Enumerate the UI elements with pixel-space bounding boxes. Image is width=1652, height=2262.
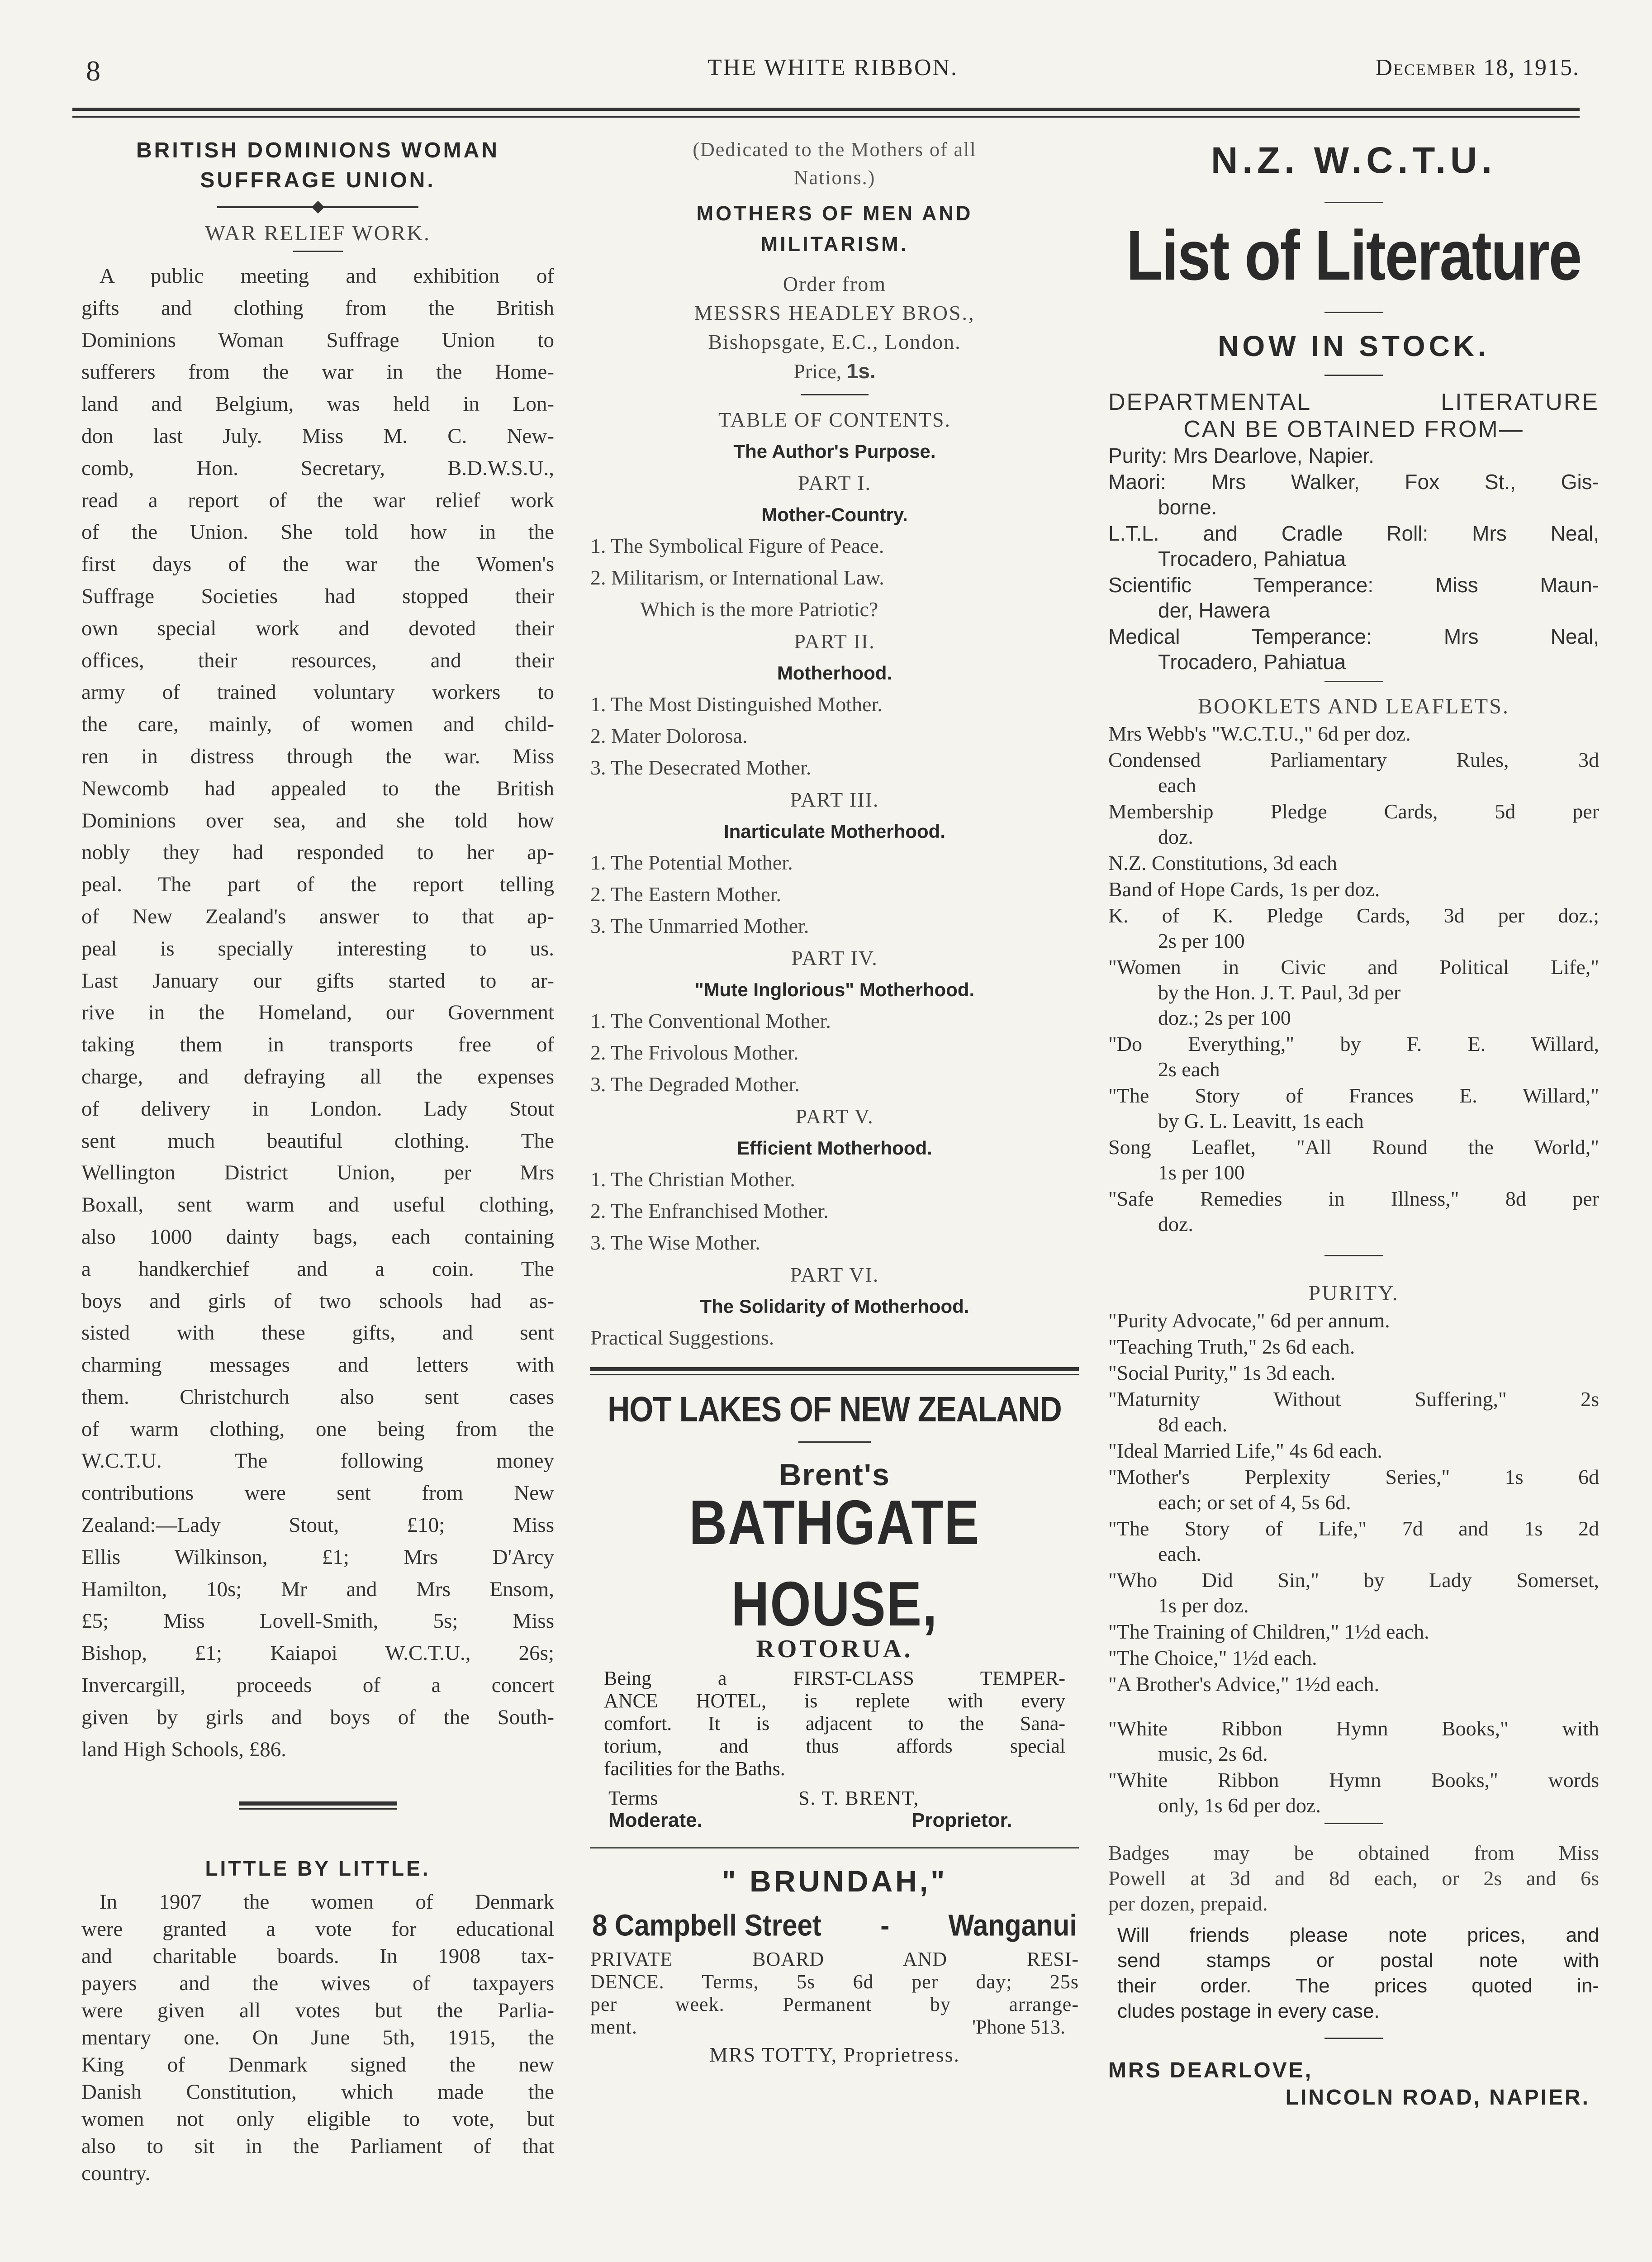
literature-item	[1108, 1135, 1599, 1185]
divider	[1324, 2038, 1383, 2039]
article-line: nobly they had responded to her ap-	[81, 841, 554, 865]
divider	[1324, 681, 1383, 682]
literature-item-line: borne.	[1158, 495, 1217, 519]
order-from: Order from	[783, 272, 887, 295]
literature-item	[1108, 572, 1599, 623]
dedication	[590, 136, 1079, 192]
ad-line: ment.	[590, 2016, 637, 2038]
literature-item	[1108, 747, 1599, 798]
toc-part-heading: PART VI.	[790, 1263, 879, 1286]
article-line: also 1000 dainty bags, each containing	[81, 1225, 554, 1249]
article-title: BRITISH DOMINIONS WOMAN SUFFRAGE UNION.	[136, 138, 499, 192]
literature-item	[1108, 443, 1599, 468]
literature-item	[1108, 721, 1599, 746]
article-line: own special work and devoted their	[81, 616, 554, 640]
ad-line: facilities for the Baths.	[604, 1758, 785, 1780]
literature-item	[1108, 1308, 1599, 1333]
article-line: Invercargill, proceeds of a concert	[81, 1673, 554, 1697]
literature-item-line: Scientific Temperance: Miss Maun-	[1108, 573, 1599, 597]
ad-line: torium, and thus affords special	[604, 1735, 1065, 1757]
article-line: Zealand:—Lady Stout, £10; Miss	[81, 1513, 554, 1537]
article-line: Bishop, £1; Kaiapoi W.C.T.U., 26s;	[81, 1641, 554, 1665]
ad-address	[590, 1900, 1079, 1951]
departments-list	[1108, 443, 1599, 675]
article-line: of the Union. She told how in the	[81, 520, 554, 544]
notice-line: send stamps or postal note with	[1117, 1949, 1599, 1972]
toc-part-title: Mother-Country.	[761, 504, 908, 525]
column-middle	[590, 136, 1079, 2262]
toc-part-title: Inarticulate Motherhood.	[723, 821, 945, 842]
literature-item-line: "Who Did Sin," by Lady Somerset,	[1108, 1568, 1599, 1592]
divider	[1324, 375, 1383, 376]
header-rule	[72, 108, 1580, 118]
toc-item: 3. The Desecrated Mother.	[590, 756, 812, 779]
article-line: land High Schools, £86.	[81, 1737, 287, 1761]
article-line: of delivery in London. Lady Stout	[81, 1097, 554, 1121]
toc-part-title: Motherhood.	[777, 662, 892, 684]
literature-item-line: doz.	[1158, 825, 1193, 848]
booklets-heading: BOOKLETS AND LEAFLETS.	[1198, 694, 1510, 718]
article-line: gifts and clothing from the British	[81, 296, 554, 320]
literature-item	[1108, 1672, 1599, 1697]
article-line: of New Zealand's answer to that ap-	[81, 904, 554, 928]
article-line: land and Belgium, was held in Lon-	[81, 392, 554, 416]
publisher-address: Bishopsgate, E.C., London.	[708, 330, 961, 353]
dept-heading	[1108, 389, 1599, 443]
article-line: £5; Miss Lovell-Smith, 5s; Miss	[81, 1609, 554, 1633]
article-line: payers and the wives of taxpayers	[81, 1972, 554, 1996]
article-line: peal. The part of the report telling	[81, 873, 554, 897]
table-of-contents	[590, 467, 1079, 1259]
literature-item-line: K. of K. Pledge Cards, 3d per doz.;	[1108, 904, 1599, 927]
ad-location: ROTORUA.	[756, 1635, 913, 1663]
org-title: N.Z. W.C.T.U.	[1211, 140, 1497, 181]
article-line: boys and girls of two schools had as-	[81, 1289, 554, 1313]
article-title: LITTLE BY LITTLE.	[205, 1857, 431, 1881]
literature-item-line: Band of Hope Cards, 1s per doz.	[1108, 878, 1380, 901]
toc-item: 2. The Frivolous Mother.	[590, 1041, 799, 1064]
ad-brand: Brent's	[779, 1458, 890, 1492]
literature-item-line: "Maturnity Without Suffering," 2s	[1108, 1388, 1599, 1411]
ad-phone: 'Phone 513.	[972, 2016, 1065, 2038]
literature-item	[1108, 877, 1599, 902]
article-line: Wellington District Union, per Mrs	[81, 1161, 554, 1185]
toc-part-title: The Solidarity of Motherhood.	[700, 1296, 969, 1317]
literature-item-line: L.T.L. and Cradle Roll: Mrs Neal,	[1108, 522, 1599, 545]
hymns-list	[1108, 1716, 1599, 1818]
ad-proprietor: Proprietor.	[911, 1809, 1012, 1831]
ad-footer	[590, 1787, 1079, 1836]
literature-item-line: "Teaching Truth," 2s 6d each.	[1108, 1335, 1355, 1358]
article-line: first days of the war the Women's	[81, 552, 554, 576]
literature-item-line: Trocadero, Pahiatua	[1158, 547, 1346, 570]
article-line: peal is specially interesting to us.	[81, 936, 554, 960]
literature-item-line: music, 2s 6d.	[1158, 1742, 1268, 1765]
literature-item	[1108, 903, 1599, 954]
toc-item: 2. Mater Dolorosa.	[590, 724, 748, 747]
literature-item-line: 2s per 100	[1158, 929, 1245, 952]
column-right	[1108, 136, 1599, 2262]
literature-item-line: "Ideal Married Life," 4s 6d each.	[1108, 1439, 1382, 1462]
dedication-line: Nations.)	[793, 166, 876, 189]
literature-item	[1108, 1619, 1599, 1644]
literature-item-line: "The Training of Children," 1½d each.	[1108, 1620, 1429, 1643]
toc-item: 1. The Most Distinguished Mother.	[590, 693, 883, 716]
toc-item: 1. The Conventional Mother.	[590, 1009, 831, 1032]
badges-line: Badges may be obtained from Miss	[1108, 1841, 1599, 1864]
article-line: given by girls and boys of the South-	[81, 1705, 554, 1729]
literature-item-line: Condensed Parliamentary Rules, 3d	[1108, 748, 1599, 771]
article-line: don last July. Miss M. C. New-	[81, 424, 554, 448]
ad-body	[590, 1667, 1079, 1780]
article-line: Suffrage Societies had stopped their	[81, 584, 554, 608]
column-left	[81, 136, 554, 2262]
literature-item-line: Purity: Mrs Dearlove, Napier.	[1108, 444, 1374, 467]
literature-item-line: "Social Purity," 1s 3d each.	[1108, 1361, 1336, 1384]
literature-item-line: Trocadero, Pahiatua	[1158, 650, 1346, 674]
article-line: sent much beautiful clothing. The	[81, 1129, 554, 1153]
booktitle-line: MILITARISM.	[760, 233, 909, 256]
literature-item-line: Mrs Webb's "W.C.T.U.," 6d per doz.	[1108, 722, 1411, 745]
literature-item-line: 8d each.	[1158, 1413, 1228, 1436]
toc-item: 3. The Unmarried Mother.	[590, 914, 809, 937]
article-line: ren in distress through the war. Miss	[81, 744, 554, 768]
article-line: Boxall, sent warm and useful clothing,	[81, 1193, 554, 1217]
divider	[801, 394, 869, 395]
literature-item	[1108, 1334, 1599, 1359]
literature-item-line: Maori: Mrs Walker, Fox St., Gis-	[1108, 470, 1599, 494]
contact-address: LINCOLN ROAD, NAPIER.	[1285, 2086, 1590, 2110]
ad-moderate: Moderate.	[608, 1809, 703, 1831]
article-line: also to sit in the Parliament of that	[81, 2134, 554, 2158]
literature-item	[1108, 1438, 1599, 1464]
literature-item-line: "The Choice," 1½d each.	[1108, 1646, 1317, 1669]
toc-part-heading: PART III.	[790, 788, 879, 811]
toc-part-heading: PART II.	[794, 630, 875, 653]
article-line: W.C.T.U. The following money	[81, 1449, 554, 1473]
article-line: Dominions Woman Suffrage Union to	[81, 328, 554, 352]
literature-item-line: by the Hon. J. T. Paul, 3d per	[1158, 981, 1401, 1004]
literature-item-line: der, Hawera	[1158, 599, 1271, 622]
toc-item: Practical Suggestions.	[590, 1326, 774, 1349]
article-line: them. Christchurch also sent cases	[81, 1385, 554, 1409]
article-line: and charitable boards. In 1908 tax-	[81, 1944, 554, 1968]
notice-line: their order. The prices quoted in-	[1117, 1975, 1599, 1997]
article-body	[81, 260, 554, 1765]
article-line: a handkerchief and a coin. The	[81, 1257, 554, 1281]
badges-line: per dozen, prepaid.	[1108, 1892, 1268, 1915]
literature-item-line: "Mother's Perplexity Series," 1s 6d	[1108, 1465, 1599, 1488]
toc-item: 1. The Potential Mother.	[590, 851, 793, 874]
ad-owner: S. T. BRENT,	[798, 1787, 920, 1809]
ad-hotel-name: BATHGATE HOUSE,	[689, 1487, 980, 1639]
literature-subtitle: NOW IN STOCK.	[1218, 330, 1490, 362]
masthead: THE WHITE RIBBON.	[707, 55, 959, 81]
booklets-list	[1108, 721, 1599, 1237]
ad-line: comfort. It is adjacent to the Sana-	[604, 1712, 1065, 1735]
price-label: Price,	[793, 360, 842, 383]
literature-item	[1108, 1464, 1599, 1515]
article-line: taking them in transports free of	[81, 1033, 554, 1057]
ad-line: DENCE. Terms, 5s 6d per day; 25s	[590, 1971, 1079, 1993]
literature-item-line: "The Story of Life," 7d and 1s 2d	[1108, 1517, 1599, 1540]
toc-item: 3. The Degraded Mother.	[590, 1073, 800, 1096]
literature-item-line: 1s per 100	[1158, 1161, 1245, 1184]
divider	[1324, 1823, 1383, 1824]
literature-item	[1108, 1360, 1599, 1386]
article-line: offices, their resources, and their	[81, 648, 554, 672]
literature-item-line: "Women in Civic and Political Life,"	[1108, 955, 1599, 979]
literature-item-line: Membership Pledge Cards, 5d per	[1108, 800, 1599, 823]
section-divider	[590, 1847, 1079, 1849]
toc-part-title: Efficient Motherhood.	[737, 1137, 932, 1159]
notice-line: Will friends please note prices, and	[1117, 1924, 1599, 1946]
ornament-divider	[81, 198, 554, 216]
article-line: comb, Hon. Secretary, B.D.W.S.U.,	[81, 456, 554, 480]
article-subtitle: WAR RELIEF WORK.	[204, 221, 431, 245]
literature-item	[1108, 799, 1599, 850]
article-body	[81, 1888, 554, 2187]
notice-line: cludes postage in every case.	[1117, 2000, 1380, 2022]
literature-item-line: each	[1158, 774, 1196, 797]
ad-name: " BRUNDAH,"	[722, 1864, 948, 1898]
toc-item: 2. The Eastern Mother.	[590, 883, 781, 906]
literature-item-line: "Do Everything," by F. E. Willard,	[1108, 1032, 1599, 1055]
book-title	[590, 198, 1079, 260]
literature-item	[1108, 1387, 1599, 1437]
literature-item-line: only, 1s 6d per doz.	[1158, 1794, 1321, 1817]
literature-item	[1108, 1031, 1599, 1082]
toc-item: 1. The Symbolical Figure of Peace.	[590, 534, 884, 557]
ad-line: Being a FIRST-CLASS TEMPER-	[604, 1667, 1065, 1689]
toc-authors-purpose: The Author's Purpose.	[733, 441, 936, 462]
literature-item-line: doz.; 2s per 100	[1158, 1006, 1291, 1029]
dept-heading-line: DEPARTMENTAL LITERATURE	[1108, 389, 1599, 415]
article-line: army of trained voluntary workers to	[81, 680, 554, 704]
article-line: Danish Constitution, which made the	[81, 2080, 554, 2104]
literature-item	[1108, 624, 1599, 675]
article-line: King of Denmark signed the new	[81, 2053, 554, 2077]
ad-headline: HOT LAKES OF NEW ZEALAND	[608, 1389, 1062, 1429]
section-divider	[590, 1367, 1079, 1375]
dedication-line: (Dedicated to the Mothers of all	[693, 138, 977, 161]
purity-list	[1108, 1308, 1599, 1697]
section-divider	[239, 1801, 397, 1810]
toc-item: Which is the more Patriotic?	[640, 598, 878, 621]
toc-part-heading: PART I.	[798, 471, 872, 494]
literature-item-line: "White Ribbon Hymn Books," words	[1108, 1768, 1599, 1792]
ad-terms: Terms	[608, 1787, 658, 1809]
contact-name: MRS DEARLOVE,	[1108, 2058, 1313, 2082]
divider	[1324, 312, 1383, 313]
article-line: A public meeting and exhibition of	[100, 264, 554, 288]
article-line: the care, mainly, of women and child-	[81, 713, 554, 737]
literature-item	[1108, 521, 1599, 571]
article-line: Hamilton, 10s; Mr and Mrs Ensom,	[81, 1577, 554, 1601]
literature-item	[1108, 1716, 1599, 1767]
page-number: 8	[86, 55, 100, 87]
badges-line: Powell at 3d and 8d each, or 2s and 6s	[1108, 1867, 1599, 1890]
literature-item-line: Medical Temperance: Mrs Neal,	[1108, 625, 1599, 648]
page-header	[86, 54, 1580, 95]
ad-street: 8 Campbell Street	[592, 1908, 821, 1942]
article-line: Newcomb had appealed to the British	[81, 776, 554, 800]
divider	[1324, 1255, 1383, 1256]
literature-item	[1108, 851, 1599, 876]
literature-item-line: 2s each	[1158, 1058, 1220, 1081]
literature-item-line: "A Brother's Advice," 1½d each.	[1108, 1673, 1379, 1696]
issue-date: December 18, 1915.	[1375, 55, 1580, 81]
article-line: contributions were sent from New	[81, 1481, 554, 1505]
literature-item	[1108, 1083, 1599, 1134]
literature-item-line: doz.	[1158, 1212, 1193, 1236]
literature-item-line: each.	[1158, 1542, 1201, 1565]
ad-line: ANCE HOTEL, is replete with every	[604, 1690, 1065, 1712]
literature-item-line: Song Leaflet, "All Round the World,"	[1108, 1136, 1599, 1159]
article-line: Dominions over sea, and she told how	[81, 808, 554, 832]
ad-line: per week. Permanent by arrange-	[590, 1993, 1079, 2015]
dept-heading-line: CAN BE OBTAINED FROM—	[1183, 416, 1524, 442]
literature-item	[1108, 1186, 1599, 1237]
article-line: women not only eligible to vote, but	[81, 2107, 554, 2131]
toc-part-heading: PART V.	[795, 1105, 874, 1128]
article-line: charge, and defraying all the expenses	[81, 1064, 554, 1088]
literature-item-line: "The Story of Frances E. Willard,"	[1108, 1084, 1599, 1107]
literature-item	[1108, 1768, 1599, 1818]
article-line: In 1907 the women of Denmark	[100, 1890, 554, 1914]
toc-part-title: "Mute Inglorious" Motherhood.	[694, 979, 975, 1000]
badges-note	[1108, 1840, 1599, 1916]
literature-title: List of Literature	[1126, 216, 1581, 295]
article-line: sufferers from the war in the Home-	[81, 360, 554, 384]
literature-item	[1108, 1645, 1599, 1671]
article-line: Last January our gifts started to ar-	[81, 969, 554, 993]
ad-dash: -	[880, 1908, 890, 1942]
literature-item	[1108, 1516, 1599, 1567]
article-line: mentary one. On June 5th, 1915, the	[81, 2026, 554, 2050]
article-line: read a report of the war relief work	[81, 488, 554, 512]
toc-part-heading: PART IV.	[791, 946, 878, 969]
ad-line: PRIVATE BOARD AND RESI-	[590, 1948, 1079, 1970]
literature-item-line: each; or set of 4, 5s 6d.	[1158, 1491, 1351, 1514]
price-value: 1s.	[846, 359, 876, 383]
literature-item	[1108, 955, 1599, 1031]
price-notice	[1108, 1923, 1599, 2024]
literature-item	[1108, 469, 1599, 520]
divider	[798, 1441, 871, 1443]
divider	[293, 251, 343, 252]
toc-item: 1. The Christian Mother.	[590, 1168, 795, 1191]
purity-heading: PURITY.	[1308, 1281, 1399, 1305]
publisher: MESSRS HEADLEY BROS.,	[694, 301, 975, 324]
article-line: were given all votes but the Parlia-	[81, 1999, 554, 2023]
literature-item-line: 1s per doz.	[1158, 1594, 1249, 1617]
literature-item	[1108, 1568, 1599, 1618]
booktitle-line: MOTHERS OF MEN AND	[696, 202, 973, 225]
literature-item-line: "White Ribbon Hymn Books," with	[1108, 1717, 1599, 1740]
ad-town: Wanganui	[948, 1908, 1077, 1942]
article-line: rive in the Homeland, our Government	[81, 1001, 554, 1025]
article-line: charming messages and letters with	[81, 1353, 554, 1377]
article-line: country.	[81, 2162, 151, 2186]
literature-item-line: "Safe Remedies in Illness," 8d per	[1108, 1187, 1599, 1210]
toc-item: 3. The Wise Mother.	[590, 1231, 760, 1254]
article-line: Ellis Wilkinson, £1; Mrs D'Arcy	[81, 1545, 554, 1569]
divider	[1324, 202, 1383, 203]
ad-proprietress: MRS TOTTY, Proprietress.	[709, 2043, 960, 2066]
article-line: were granted a vote for educational	[81, 1917, 554, 1941]
article-line: of warm clothing, one being from the	[81, 1417, 554, 1441]
literature-item-line: "Purity Advocate," 6d per annum.	[1108, 1309, 1390, 1332]
spacer	[1108, 1698, 1599, 1716]
toc-heading: TABLE OF CONTENTS.	[718, 408, 951, 431]
literature-item-line: N.Z. Constitutions, 3d each	[1108, 851, 1337, 874]
article-line: sisted with these gifts, and sent	[81, 1321, 554, 1345]
book-price	[590, 356, 1079, 386]
toc-item: 2. Militarism, or International Law.	[590, 566, 884, 589]
toc-item: 2. The Enfranchised Mother.	[590, 1199, 829, 1222]
literature-item-line: by G. L. Leavitt, 1s each	[1158, 1109, 1364, 1132]
